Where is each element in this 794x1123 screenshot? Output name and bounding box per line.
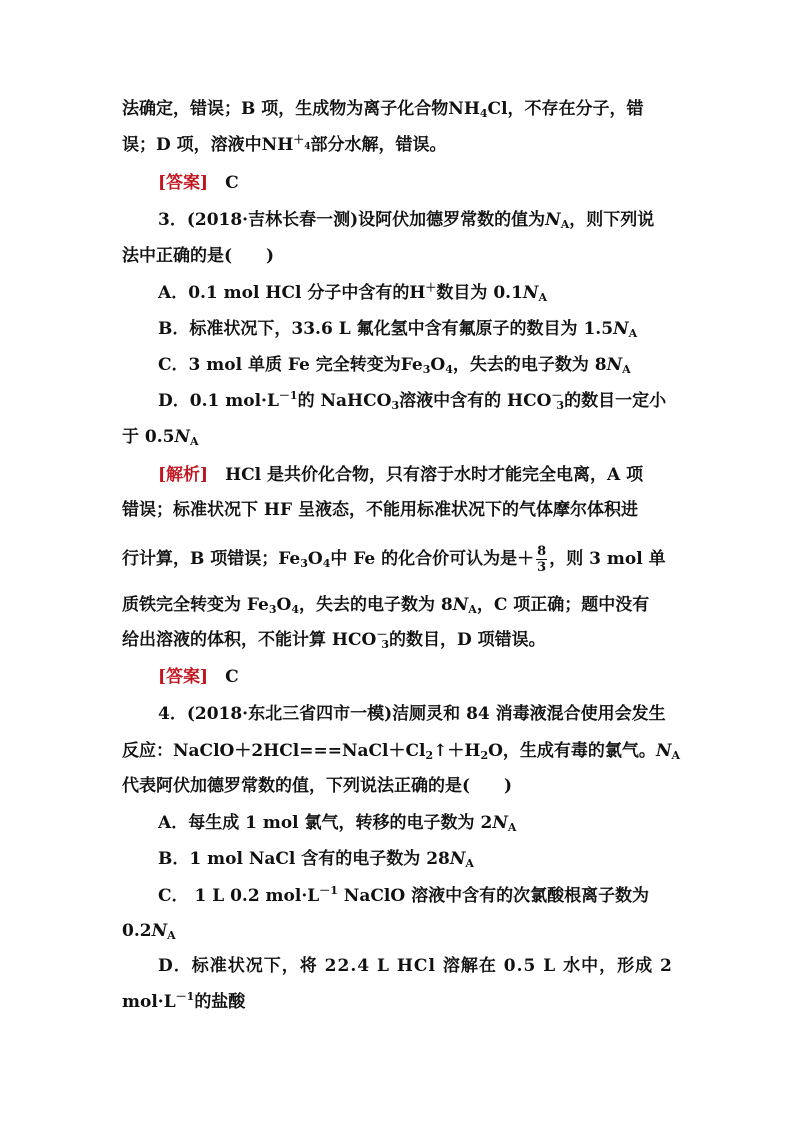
question-3-stem: 3．(2018·吉林长春一测)设阿伏加德罗常数的值为$N_A$，则下列说 [158,210,655,231]
text-line: 给出溶液的体积，不能计算 $HCO^-_3$的数目，D 项错误。 [122,628,546,651]
text-line: 法中正确的是( ) [122,246,275,266]
option-a: A．每生成 1 mol 氯气，转移的电子数为 $2N_A$ [158,813,517,834]
text-line: 代表阿伏加德罗常数的值，下列说法正确的是( ) [122,776,513,796]
answer-tag: [答案] [158,667,209,687]
option-b: B．1 mol NaCl 含有的电子数为 $28N_A$ [158,849,474,870]
text-line: $mol\cdot L^{-1}$的盐酸 [122,990,246,1012]
answer-line: [答案] C [158,667,239,687]
text-line: 反应：$NaClO+2HCl===NaCl+Cl_2↑+H_2O$，生成有毒的氯气。$N_A$ [122,741,681,762]
text-line: 质铁完全转变为 $Fe_3O_4$，失去的电子数为 $8N_A$，C 项正确；题中没有 [122,595,650,616]
fraction: $\frac{8}{3}$ [537,544,547,575]
answer-tag: [答案] [158,173,209,193]
question-4-stem: 4．(2018·东北三省四市一模)洁厕灵和 84 消毒液混合使用会发生 [158,704,666,724]
text-line: 法确定，错误；B 项，生成物为离子化合物$NH_4Cl$，不存在分子，错 [122,99,644,120]
analysis-line: [解析] HCl 是共价化合物，只有溶于水时才能完全电离，A 项 [158,465,644,485]
option-c: C．3 mol 单质 Fe 完全转变为$Fe_3O_4$，失去的电子数为 $8N_A$ [158,355,631,376]
option-c: C． 1 L 0.2 $mol\cdot L^{-1}$ NaClO 溶液中含有的次氯酸根离子数为 [158,884,650,906]
text-line: $0.2N_A$ [122,921,176,942]
option-d: D．标准状况下，将 22.4 L HCl 溶解在 0.5 L 水中，形成 2 [158,956,673,976]
text-line: 行计算，B 项错误；$Fe_3O_4$中 Fe 的化合价可认为是＋ $\frac{8}{3}$ ，则 3 mol 单 [122,544,666,575]
option-d: D．0.1 $mol\cdot L^{-1}$的 NaHCO$_3$溶液中含有的 $HCO^-_3$的数目一定小 [158,389,667,412]
analysis-tag: [解析] [158,465,209,485]
text-line: 误；D 项，溶液中$NH^{+_4}$部分水解，错误。 [122,133,447,155]
text-line: 于 $0.5N_A$ [122,427,199,448]
option-a: A．0.1 mol HCl 分子中含有的H＋数目为 $0.1N_A$ [158,281,548,304]
option-b: B．标准状况下，33.6 L 氟化氢中含有氟原子的数目为 $1.5N_A$ [158,319,638,340]
answer-line: [答案] C [158,173,239,193]
text-line: 错误；标准状况下 HF 呈液态，不能用标准状况下的气体摩尔体积进 [122,500,638,520]
